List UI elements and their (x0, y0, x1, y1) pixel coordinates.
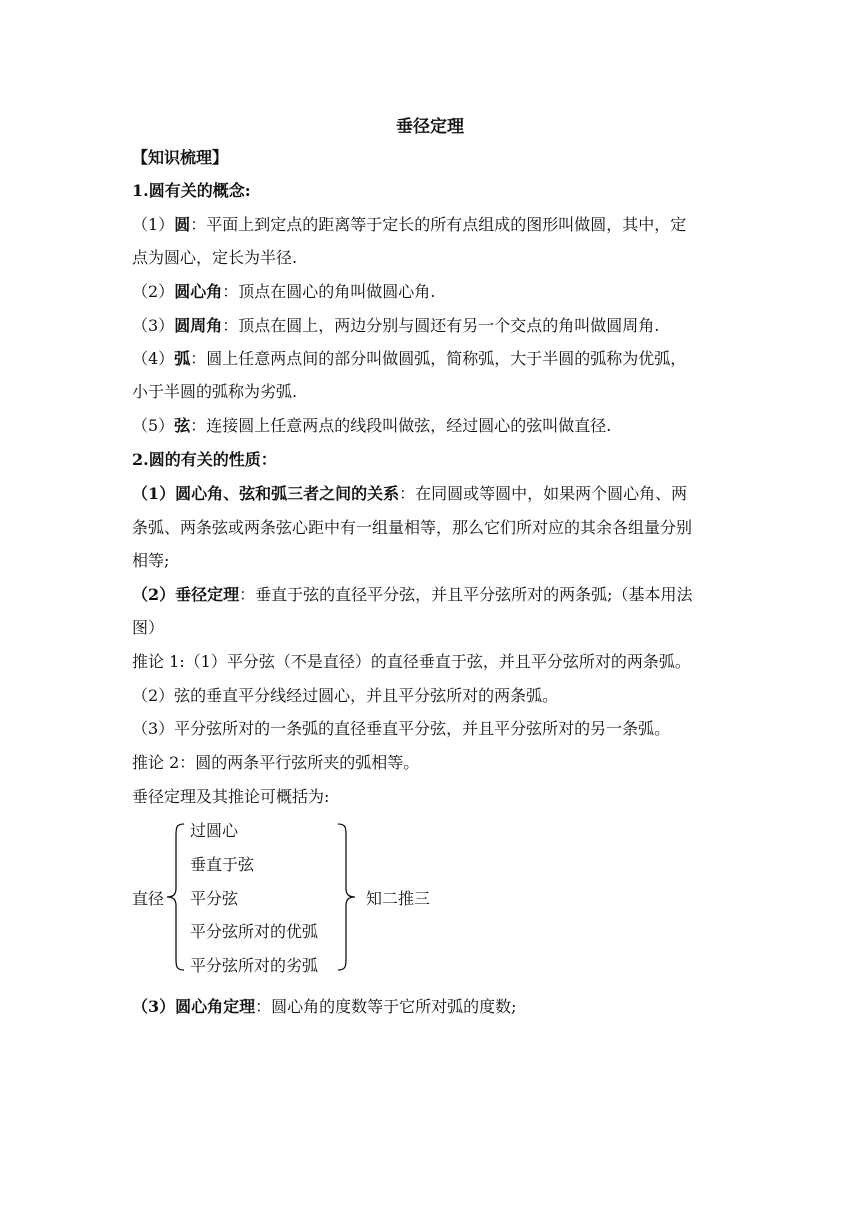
concept-circle-cont: 点为圆心，定长为半径. (132, 248, 298, 267)
property-perpendicular-cont: 图） (132, 618, 165, 637)
brace-item-3: 平分弦 (190, 889, 239, 908)
concept-chord: （5）弦：连接圆上任意两点的线段叫做弦，经过圆心的弦叫做直径. (132, 416, 612, 435)
concept-inscribed-angle: （3）圆周角：顶点在圆上，两边分别与圆还有另一个交点的角叫做圆周角. (132, 316, 660, 335)
heading-properties: 2.圆的有关的性质： (132, 450, 277, 469)
page-title: 垂径定理 (396, 117, 464, 137)
concept-central-angle: （2）圆心角：顶点在圆心的角叫做圆心角. (132, 282, 436, 301)
property-central-angle-theorem: （3）圆心角定理：圆心角的度数等于它所对弧的度数; (132, 997, 517, 1016)
brace-item-2: 垂直于弦 (190, 855, 255, 874)
concept-arc-cont: 小于半圆的弧称为劣弧. (132, 382, 298, 401)
brace-item-4: 平分弦所对的优弧 (190, 922, 319, 941)
summary-intro: 垂径定理及其推论可概括为: (132, 787, 330, 806)
inference-1: 推论 1:（1）平分弦（不是直径）的直径垂直于弦，并且平分弦所对的两条弧。 (132, 652, 691, 671)
property-relation: （1）圆心角、弦和弧三者之间的关系：在同圆或等圆中，如果两个圆心角、两 (132, 484, 688, 503)
brace-item-5: 平分弦所对的劣弧 (190, 956, 319, 975)
right-brace (334, 822, 358, 972)
inference-2: 推论 2：圆的两条平行弦所夹的弧相等。 (132, 753, 420, 772)
heading-concepts: 1.圆有关的概念: (132, 181, 251, 200)
brace-item-1: 过圆心 (190, 821, 239, 840)
concept-circle: （1）圆：平面上到定点的距离等于定长的所有点组成的图形叫做圆，其中，定 (132, 215, 687, 234)
inference-1c: （3）平分弦所对的一条弧的直径垂直平分弦，并且平分弦所对的另一条弧。 (132, 719, 671, 738)
brace-left-label: 直径 (132, 889, 165, 908)
property-relation-cont1: 条弧、两条弦或两条弦心距中有一组量相等，那么它们所对应的其余各组量分别 (132, 518, 693, 537)
inference-1b: （2）弦的垂直平分线经过圆心，并且平分弦所对的两条弧。 (132, 686, 559, 705)
section-header: 【知识梳理】 (132, 148, 229, 167)
property-perpendicular: （2）垂径定理：垂直于弦的直径平分弦，并且平分弦所对的两条弧;（基本用法 (132, 585, 693, 604)
concept-arc: （4）弧：圆上任意两点间的部分叫做圆弧，简称弧，大于半圆的弧称为优弧， (132, 349, 687, 368)
brace-right-label: 知二推三 (366, 889, 431, 908)
property-relation-cont2: 相等; (132, 551, 170, 570)
left-brace (164, 822, 188, 972)
